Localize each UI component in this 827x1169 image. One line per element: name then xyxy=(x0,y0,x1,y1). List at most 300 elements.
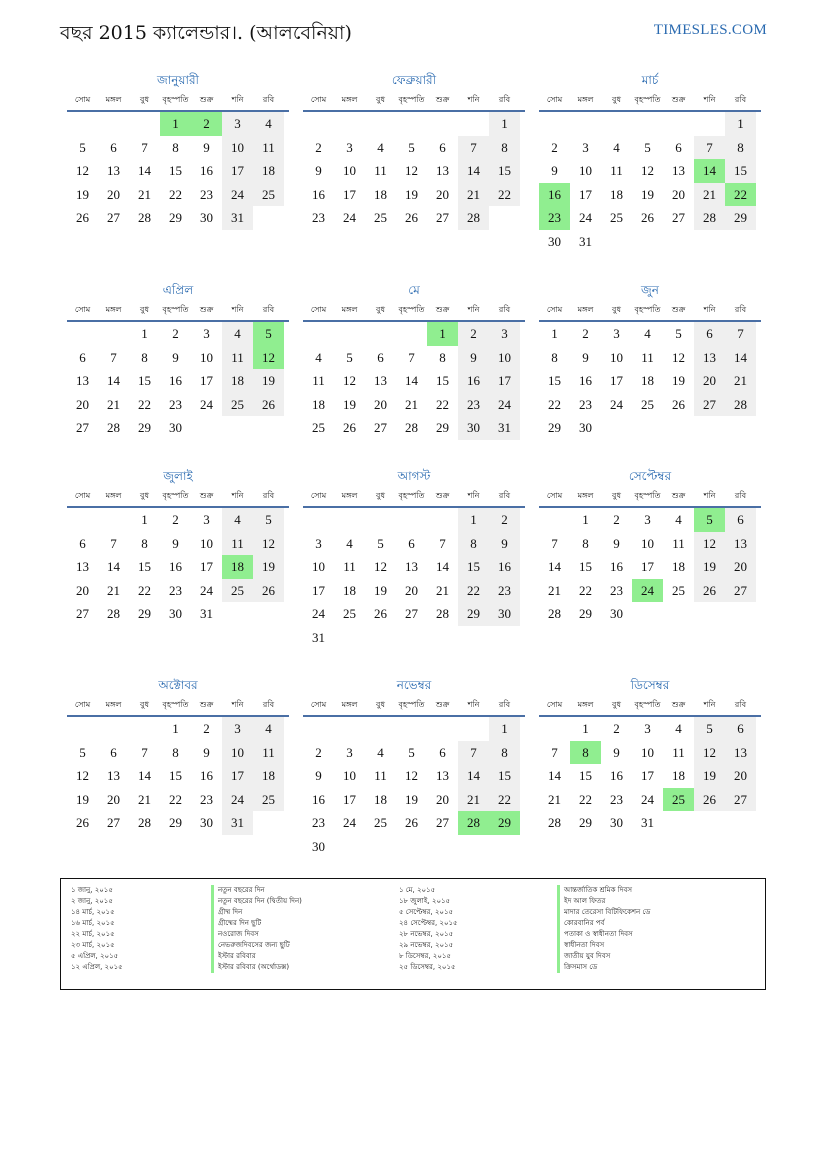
empty-day-cell xyxy=(458,717,489,741)
weekend-day-cell: 3 xyxy=(222,112,253,136)
week-row xyxy=(539,369,761,393)
day-cell: 2 xyxy=(172,326,179,341)
day-cell: 4 xyxy=(377,744,384,760)
weekend-day-cell: 14 xyxy=(458,764,489,788)
weekday-label: বৃহস্পতি xyxy=(398,305,425,314)
day-cell: 21 xyxy=(436,582,449,598)
weekday-header xyxy=(67,486,289,508)
empty-day-cell xyxy=(67,508,98,532)
day-cell: 18 xyxy=(343,582,356,598)
month-calendar xyxy=(539,280,761,440)
day-cell: 8 xyxy=(141,349,148,365)
day-cell: 13 xyxy=(374,373,387,389)
day-cell: 15 xyxy=(169,768,182,784)
day-cell: 27 xyxy=(405,606,418,622)
day-cell: 3 xyxy=(582,139,589,155)
legend-holiday-name: নেভরুজদিবসের জন্য ছুটি xyxy=(211,940,302,951)
day-cell: 25 xyxy=(312,420,325,436)
empty-day-cell xyxy=(222,602,253,626)
weekend-day-cell: 24 xyxy=(222,183,253,207)
month-title: মার্চ xyxy=(641,73,659,87)
legend-date: ২৫ ডিসেম্বর, ২০১৫ xyxy=(399,963,456,971)
day-cell: 29 xyxy=(138,606,151,622)
day-cell: 20 xyxy=(374,396,387,412)
empty-day-cell xyxy=(303,508,334,532)
day-cell: 8 xyxy=(172,139,179,155)
weekend-day-cell: 25 xyxy=(253,788,284,812)
empty-day-cell xyxy=(98,717,129,741)
weekend-day-cell: 15 xyxy=(489,159,520,183)
weekend-day-cell: 3 xyxy=(222,717,253,741)
day-cell: 14 xyxy=(138,768,151,784)
week-row xyxy=(303,136,525,160)
legend-holiday-name: কোরবানির পর্ব xyxy=(557,918,650,929)
weekday-label: শনি xyxy=(467,305,480,314)
weekday-label: সোম xyxy=(74,95,91,104)
week-row xyxy=(303,206,525,230)
day-cell: 31 xyxy=(579,233,592,249)
weekend-day-cell: 1 xyxy=(725,112,756,136)
week-row xyxy=(539,508,761,532)
empty-day-cell xyxy=(396,626,427,650)
empty-day-cell xyxy=(98,322,129,346)
day-cell: 3 xyxy=(346,744,353,760)
weekday-label: সোম xyxy=(74,700,91,709)
day-cell: 19 xyxy=(641,186,654,202)
weekend-day-cell: 26 xyxy=(694,579,725,603)
day-cell: 11 xyxy=(312,373,325,389)
weekday-label: শুক্র xyxy=(199,700,214,709)
weekday-label: সোম xyxy=(74,305,91,314)
week-row xyxy=(67,717,289,741)
day-cell: 24 xyxy=(579,210,592,226)
day-cell: 23 xyxy=(610,791,623,807)
day-cell: 20 xyxy=(76,582,89,598)
day-cell: 30 xyxy=(610,606,623,622)
holiday-day-cell: 16 xyxy=(539,183,570,207)
day-cell: 7 xyxy=(110,535,117,551)
empty-day-cell xyxy=(253,206,284,230)
empty-day-cell xyxy=(396,112,427,136)
weekend-day-cell: 29 xyxy=(458,602,489,626)
weekend-day-cell: 6 xyxy=(694,322,725,346)
weekday-label: শুক্র xyxy=(435,700,450,709)
weekday-label: রবি xyxy=(262,95,275,104)
month-title: জানুয়ারী xyxy=(157,73,199,87)
day-cell: 21 xyxy=(548,582,561,598)
weekday-label: শুক্র xyxy=(671,700,686,709)
week-row xyxy=(67,579,289,603)
legend-date: ২ জানু, ২০১৫ xyxy=(71,897,113,905)
weekend-day-cell: 8 xyxy=(489,741,520,765)
empty-day-cell xyxy=(632,112,663,136)
empty-day-cell xyxy=(725,602,756,626)
weekday-label: বৃহস্পতি xyxy=(398,700,425,709)
day-cell: 18 xyxy=(374,791,387,807)
holiday-day-cell: 29 xyxy=(489,811,520,835)
weekend-day-cell: 8 xyxy=(489,136,520,160)
day-cell: 10 xyxy=(200,535,213,551)
holiday-day-cell: 24 xyxy=(632,579,663,603)
legend-holiday-name: মাদার তেরেসা বিটিফিকেশন ডে xyxy=(557,907,650,918)
weekend-day-cell: 15 xyxy=(725,159,756,183)
day-cell: 27 xyxy=(107,210,120,226)
day-cell: 12 xyxy=(76,768,89,784)
weekend-day-cell: 17 xyxy=(489,369,520,393)
week-row xyxy=(67,369,289,393)
weekend-day-cell: 31 xyxy=(222,206,253,230)
week-row xyxy=(67,555,289,579)
weekend-day-cell: 11 xyxy=(222,346,253,370)
week-row xyxy=(67,508,289,532)
day-cell: 5 xyxy=(79,744,86,760)
day-cell: 12 xyxy=(343,373,356,389)
day-cell: 11 xyxy=(610,163,623,179)
day-cell: 29 xyxy=(436,420,449,436)
month-title: ডিসেম্বর xyxy=(630,678,670,692)
week-row xyxy=(539,532,761,556)
day-cell: 9 xyxy=(203,139,210,155)
day-cell: 17 xyxy=(610,373,623,389)
day-cell: 30 xyxy=(169,420,182,436)
day-cell: 26 xyxy=(343,420,356,436)
weekend-day-cell: 1 xyxy=(458,508,489,532)
day-cell: 9 xyxy=(613,535,620,551)
month-title: মে xyxy=(408,283,420,297)
day-cell: 7 xyxy=(141,139,148,155)
weekday-label: বৃহস্পতি xyxy=(634,491,661,500)
day-cell: 25 xyxy=(374,815,387,831)
day-cell: 22 xyxy=(169,186,182,202)
day-cell: 27 xyxy=(436,210,449,226)
weekend-day-cell: 17 xyxy=(222,764,253,788)
weekday-label: সোম xyxy=(310,700,327,709)
weekday-label: মঙ্গল xyxy=(577,95,594,104)
empty-day-cell xyxy=(334,508,365,532)
day-cell: 9 xyxy=(582,349,589,365)
month-title: নভেম্বর xyxy=(396,678,432,692)
day-cell: 20 xyxy=(436,791,449,807)
weekend-day-cell: 6 xyxy=(725,508,756,532)
weekend-day-cell: 25 xyxy=(253,183,284,207)
holiday-day-cell: 14 xyxy=(694,159,725,183)
month-calendar xyxy=(303,675,525,859)
day-cell: 4 xyxy=(377,139,384,155)
day-cell: 10 xyxy=(343,163,356,179)
weekday-label: বুধ xyxy=(140,95,149,104)
weekday-label: রবি xyxy=(262,700,275,709)
day-cell: 1 xyxy=(141,512,148,527)
day-cell: 14 xyxy=(138,163,151,179)
week-row xyxy=(67,136,289,160)
day-cell: 7 xyxy=(551,535,558,551)
weekday-label: বৃহস্পতি xyxy=(398,95,425,104)
legend-holiday-name: ইস্টার রবিবার (অর্থোডক্স) xyxy=(211,962,302,973)
day-cell: 14 xyxy=(548,559,561,575)
week-row xyxy=(539,764,761,788)
weekend-day-cell: 5 xyxy=(253,508,284,532)
day-cell: 2 xyxy=(613,512,620,527)
empty-day-cell xyxy=(458,835,489,859)
weekday-label: সোম xyxy=(546,700,563,709)
month-calendar xyxy=(303,280,525,440)
empty-day-cell xyxy=(489,835,520,859)
weekend-day-cell: 29 xyxy=(725,206,756,230)
day-cell: 25 xyxy=(672,582,685,598)
weekend-day-cell: 23 xyxy=(458,393,489,417)
day-cell: 27 xyxy=(436,815,449,831)
weekend-day-cell: 6 xyxy=(725,717,756,741)
empty-day-cell xyxy=(663,112,694,136)
day-cell: 9 xyxy=(315,768,322,784)
month-title: জুন xyxy=(641,283,659,297)
day-cell: 4 xyxy=(675,512,682,527)
empty-day-cell xyxy=(253,811,284,835)
day-cell: 12 xyxy=(672,349,685,365)
day-cell: 20 xyxy=(405,582,418,598)
week-row xyxy=(539,602,761,626)
weekday-label: রবি xyxy=(734,95,747,104)
holiday-day-cell: 2 xyxy=(191,112,222,136)
weekday-label: শুক্র xyxy=(199,95,214,104)
empty-day-cell xyxy=(396,322,427,346)
week-row xyxy=(303,346,525,370)
weekday-label: মঙ্গল xyxy=(341,491,358,500)
empty-day-cell xyxy=(191,416,222,440)
day-cell: 30 xyxy=(200,815,213,831)
empty-day-cell xyxy=(694,416,725,440)
weekday-header xyxy=(67,300,289,322)
day-cell: 24 xyxy=(641,791,654,807)
legend-date: ১ জানু, ২০১৫ xyxy=(71,886,113,894)
weekday-label: শনি xyxy=(231,95,244,104)
day-cell: 14 xyxy=(107,559,120,575)
empty-day-cell xyxy=(365,626,396,650)
empty-day-cell xyxy=(632,230,663,254)
day-cell: 3 xyxy=(346,139,353,155)
week-row xyxy=(539,579,761,603)
day-cell: 1 xyxy=(582,512,589,527)
week-row xyxy=(539,811,761,835)
weekend-day-cell: 27 xyxy=(725,579,756,603)
day-cell: 7 xyxy=(551,744,558,760)
weekday-label: সোম xyxy=(546,305,563,314)
empty-day-cell xyxy=(458,112,489,136)
weekday-header xyxy=(303,300,525,322)
weekday-label: মঙ্গল xyxy=(341,700,358,709)
holiday-day-cell: 8 xyxy=(570,741,601,765)
day-cell: 5 xyxy=(408,744,415,760)
day-cell: 17 xyxy=(343,791,356,807)
empty-day-cell xyxy=(694,230,725,254)
week-row xyxy=(303,764,525,788)
week-row xyxy=(539,741,761,765)
weekend-day-cell: 11 xyxy=(222,532,253,556)
empty-day-cell xyxy=(365,112,396,136)
day-cell: 6 xyxy=(377,349,384,365)
day-cell: 18 xyxy=(641,373,654,389)
day-cell: 9 xyxy=(203,744,210,760)
week-row xyxy=(303,159,525,183)
legend-holiday-name: ক্রিসমাস ডে xyxy=(557,962,650,973)
day-cell: 16 xyxy=(169,559,182,575)
empty-day-cell xyxy=(365,322,396,346)
weekday-label: শুক্র xyxy=(435,95,450,104)
empty-day-cell xyxy=(539,112,570,136)
weekday-label: মঙ্গল xyxy=(105,305,122,314)
week-row xyxy=(303,555,525,579)
weekday-label: বুধ xyxy=(612,491,621,500)
week-row xyxy=(303,322,525,346)
empty-day-cell xyxy=(694,811,725,835)
week-row xyxy=(303,369,525,393)
legend-holiday-name: গ্রীষ্মের দিন ছুটি xyxy=(211,918,302,929)
week-row xyxy=(539,206,761,230)
month-calendar xyxy=(67,280,289,440)
weekend-day-cell: 27 xyxy=(725,788,756,812)
weekday-label: শনি xyxy=(467,700,480,709)
day-cell: 5 xyxy=(644,139,651,155)
empty-day-cell xyxy=(67,112,98,136)
legend-holiday-name: স্বাধীনতা দিবস xyxy=(557,940,650,951)
weekend-day-cell: 8 xyxy=(725,136,756,160)
weekday-label: বুধ xyxy=(376,491,385,500)
legend-holiday-name: নতুন বছরের দিন xyxy=(211,885,302,896)
legend-date: ২২ মার্চ, ২০১৫ xyxy=(71,930,115,938)
day-cell: 13 xyxy=(672,163,685,179)
empty-day-cell xyxy=(334,717,365,741)
day-cell: 17 xyxy=(641,768,654,784)
day-cell: 29 xyxy=(579,815,592,831)
day-cell: 18 xyxy=(312,396,325,412)
weekday-label: বৃহস্পতি xyxy=(162,491,189,500)
weekday-label: শনি xyxy=(703,305,716,314)
weekday-label: বৃহস্পতি xyxy=(162,700,189,709)
day-cell: 28 xyxy=(138,210,151,226)
day-cell: 26 xyxy=(76,210,89,226)
day-cell: 25 xyxy=(641,396,654,412)
week-row xyxy=(67,346,289,370)
week-row xyxy=(539,322,761,346)
day-cell: 3 xyxy=(203,512,210,527)
day-cell: 29 xyxy=(169,815,182,831)
day-cell: 8 xyxy=(141,535,148,551)
week-row xyxy=(67,811,289,835)
day-cell: 9 xyxy=(172,535,179,551)
week-row xyxy=(303,602,525,626)
empty-day-cell xyxy=(601,230,632,254)
week-row xyxy=(67,764,289,788)
week-row xyxy=(539,393,761,417)
day-cell: 28 xyxy=(107,606,120,622)
weekday-label: শনি xyxy=(231,700,244,709)
day-cell: 19 xyxy=(76,791,89,807)
empty-day-cell xyxy=(98,112,129,136)
week-row xyxy=(539,788,761,812)
week-row xyxy=(67,416,289,440)
holiday-day-cell: 28 xyxy=(458,811,489,835)
weekday-header xyxy=(539,486,761,508)
week-row xyxy=(67,788,289,812)
day-cell: 30 xyxy=(548,233,561,249)
day-cell: 7 xyxy=(408,349,415,365)
day-cell: 11 xyxy=(641,349,654,365)
empty-day-cell xyxy=(694,602,725,626)
weekday-label: রবি xyxy=(262,491,275,500)
weekend-day-cell: 13 xyxy=(694,346,725,370)
day-cell: 22 xyxy=(579,582,592,598)
day-cell: 6 xyxy=(439,744,446,760)
weekend-day-cell: 18 xyxy=(222,369,253,393)
holiday-day-cell: 5 xyxy=(694,508,725,532)
legend-holiday-name: আন্তর্জাতিক শ্রমিক দিবস xyxy=(557,885,650,896)
day-cell: 10 xyxy=(200,349,213,365)
weekend-day-cell: 22 xyxy=(489,183,520,207)
week-row xyxy=(67,532,289,556)
legend-date: ১৪ মার্চ, ২০১৫ xyxy=(71,908,115,916)
month-title: সেপ্টেম্বর xyxy=(628,469,672,483)
empty-day-cell xyxy=(334,322,365,346)
week-row xyxy=(539,136,761,160)
day-cell: 15 xyxy=(138,373,151,389)
day-cell: 28 xyxy=(405,420,418,436)
day-cell: 24 xyxy=(343,815,356,831)
day-cell: 16 xyxy=(579,373,592,389)
day-cell: 13 xyxy=(107,163,120,179)
weekend-day-cell: 21 xyxy=(458,183,489,207)
weekday-label: বুধ xyxy=(376,305,385,314)
week-row xyxy=(303,717,525,741)
day-cell: 6 xyxy=(675,139,682,155)
weekend-day-cell: 26 xyxy=(253,579,284,603)
legend-date: ১ মে, ২০১৫ xyxy=(399,886,436,894)
month-title: আগস্ট xyxy=(397,469,431,483)
week-row xyxy=(67,183,289,207)
brand-link[interactable]: TIMESLES.COM xyxy=(653,22,767,38)
day-cell: 14 xyxy=(548,768,561,784)
day-cell: 1 xyxy=(582,721,589,736)
week-row xyxy=(67,602,289,626)
day-cell: 14 xyxy=(107,373,120,389)
weekend-day-cell: 4 xyxy=(253,112,284,136)
day-cell: 13 xyxy=(76,559,89,575)
day-cell: 29 xyxy=(169,210,182,226)
empty-day-cell xyxy=(489,206,520,230)
empty-day-cell xyxy=(663,602,694,626)
day-cell: 21 xyxy=(107,396,120,412)
week-row xyxy=(539,112,761,136)
day-cell: 3 xyxy=(613,326,620,341)
day-cell: 24 xyxy=(343,210,356,226)
day-cell: 19 xyxy=(405,186,418,202)
weekday-label: সোম xyxy=(310,305,327,314)
day-cell: 22 xyxy=(169,791,182,807)
day-cell: 2 xyxy=(551,139,558,155)
day-cell: 20 xyxy=(107,186,120,202)
empty-day-cell xyxy=(334,835,365,859)
day-cell: 11 xyxy=(672,744,685,760)
day-cell: 26 xyxy=(76,815,89,831)
weekday-label: মঙ্গল xyxy=(577,305,594,314)
day-cell: 10 xyxy=(343,768,356,784)
day-cell: 9 xyxy=(613,744,620,760)
day-cell: 4 xyxy=(644,326,651,341)
weekday-label: বৃহস্পতি xyxy=(162,305,189,314)
day-cell: 2 xyxy=(315,139,322,155)
weekday-label: শনি xyxy=(703,491,716,500)
empty-day-cell xyxy=(539,508,570,532)
empty-day-cell xyxy=(129,717,160,741)
